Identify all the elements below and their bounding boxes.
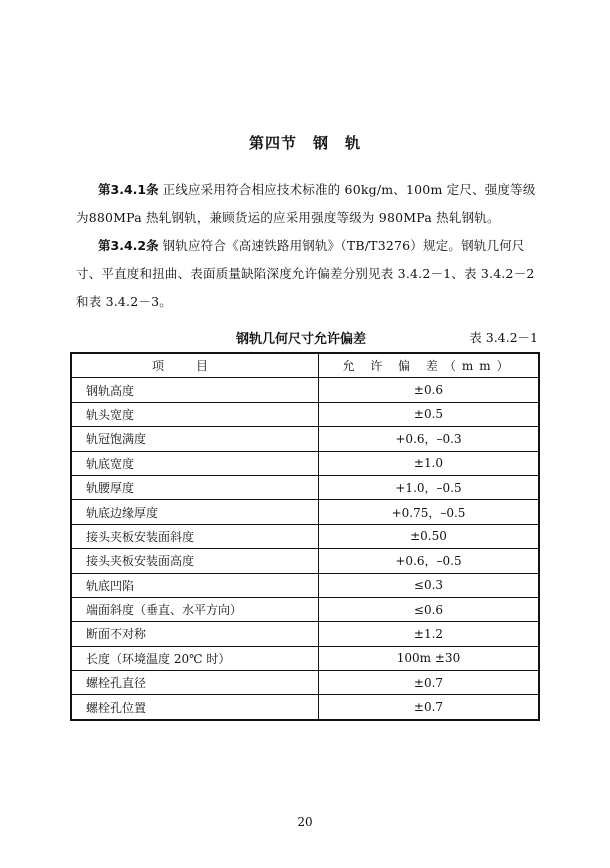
row-item: 长度（环境温度 20℃ 时） (71, 646, 319, 670)
header-item: 项 目 (71, 353, 319, 378)
section-title: 第四节 钢 轨 (248, 134, 361, 152)
table-number: 表 3.4.2－1 (469, 330, 538, 345)
row-tolerance: +0.6，–0.5 (319, 549, 540, 573)
table-header-row (71, 353, 539, 378)
clause-text: 正线应采用符合相应技术标准的 60kg/m、100m 定尺、强度等级为880MPa 热轧钢轨，兼顾货运的应采用强度等级为 980MPa 热轧钢轨。 (76, 182, 536, 225)
table-row (71, 500, 539, 524)
clause-text: 钢轨应符合《高速铁路用钢轨》（TB/T3276）规定。钢轨几何尺寸、平直度和扭曲、表面质量缺陷深度允许偏差分别见表 3.4.2－1、表 3.4.2－2 和表 3.4.2－3。 (76, 238, 535, 309)
table-row (71, 646, 539, 670)
row-item: 钢轨高度 (71, 378, 319, 402)
row-tolerance: +1.0，–0.5 (319, 475, 540, 499)
table-row (71, 695, 539, 720)
paragraph-3-4-1 (76, 176, 546, 232)
row-tolerance: +0.75，–0.5 (319, 500, 540, 524)
row-item: 接头夹板安装面斜度 (71, 524, 319, 548)
row-item: 端面斜度（垂直、水平方向） (71, 597, 319, 621)
table-row (71, 451, 539, 475)
row-item: 轨头宽度 (71, 402, 319, 426)
table-row (71, 671, 539, 695)
table-row (71, 573, 539, 597)
table-row (71, 475, 539, 499)
clause-number: 第3.4.1条 (98, 182, 159, 197)
row-tolerance: ±1.0 (319, 451, 540, 475)
row-item: 轨底凹陷 (71, 573, 319, 597)
table-row (71, 549, 539, 573)
row-tolerance: ±0.7 (319, 695, 540, 720)
table-row (71, 378, 539, 402)
row-tolerance: ≤0.6 (319, 597, 540, 621)
header-tolerance: 允 许 偏 差（mm） (319, 353, 540, 378)
row-tolerance: ±1.2 (319, 622, 540, 646)
table-caption: 钢轨几何尺寸允许偏差 (236, 332, 367, 347)
row-tolerance: ±0.50 (319, 524, 540, 548)
table-row (71, 402, 539, 426)
table-row (71, 427, 539, 451)
row-item: 螺栓孔直径 (71, 671, 319, 695)
row-tolerance: +0.6，–0.3 (319, 427, 540, 451)
page-number: 20 (297, 815, 313, 829)
row-tolerance: ≤0.3 (319, 573, 540, 597)
paragraph-3-4-2 (76, 232, 546, 316)
row-tolerance: ±0.6 (319, 378, 540, 402)
row-tolerance: ±0.7 (319, 671, 540, 695)
row-item: 轨底宽度 (71, 451, 319, 475)
row-tolerance: ±0.5 (319, 402, 540, 426)
tolerance-table (70, 352, 540, 721)
row-item: 轨腰厚度 (71, 475, 319, 499)
clause-number: 第3.4.2条 (98, 238, 159, 253)
row-item: 螺栓孔位置 (71, 695, 319, 720)
row-tolerance: 100m ±30 (319, 646, 540, 670)
row-item: 接头夹板安装面高度 (71, 549, 319, 573)
table-row (71, 622, 539, 646)
row-item: 轨底边缘厚度 (71, 500, 319, 524)
table-row (71, 597, 539, 621)
row-item: 轨冠饱满度 (71, 427, 319, 451)
row-item: 断面不对称 (71, 622, 319, 646)
table-row (71, 524, 539, 548)
